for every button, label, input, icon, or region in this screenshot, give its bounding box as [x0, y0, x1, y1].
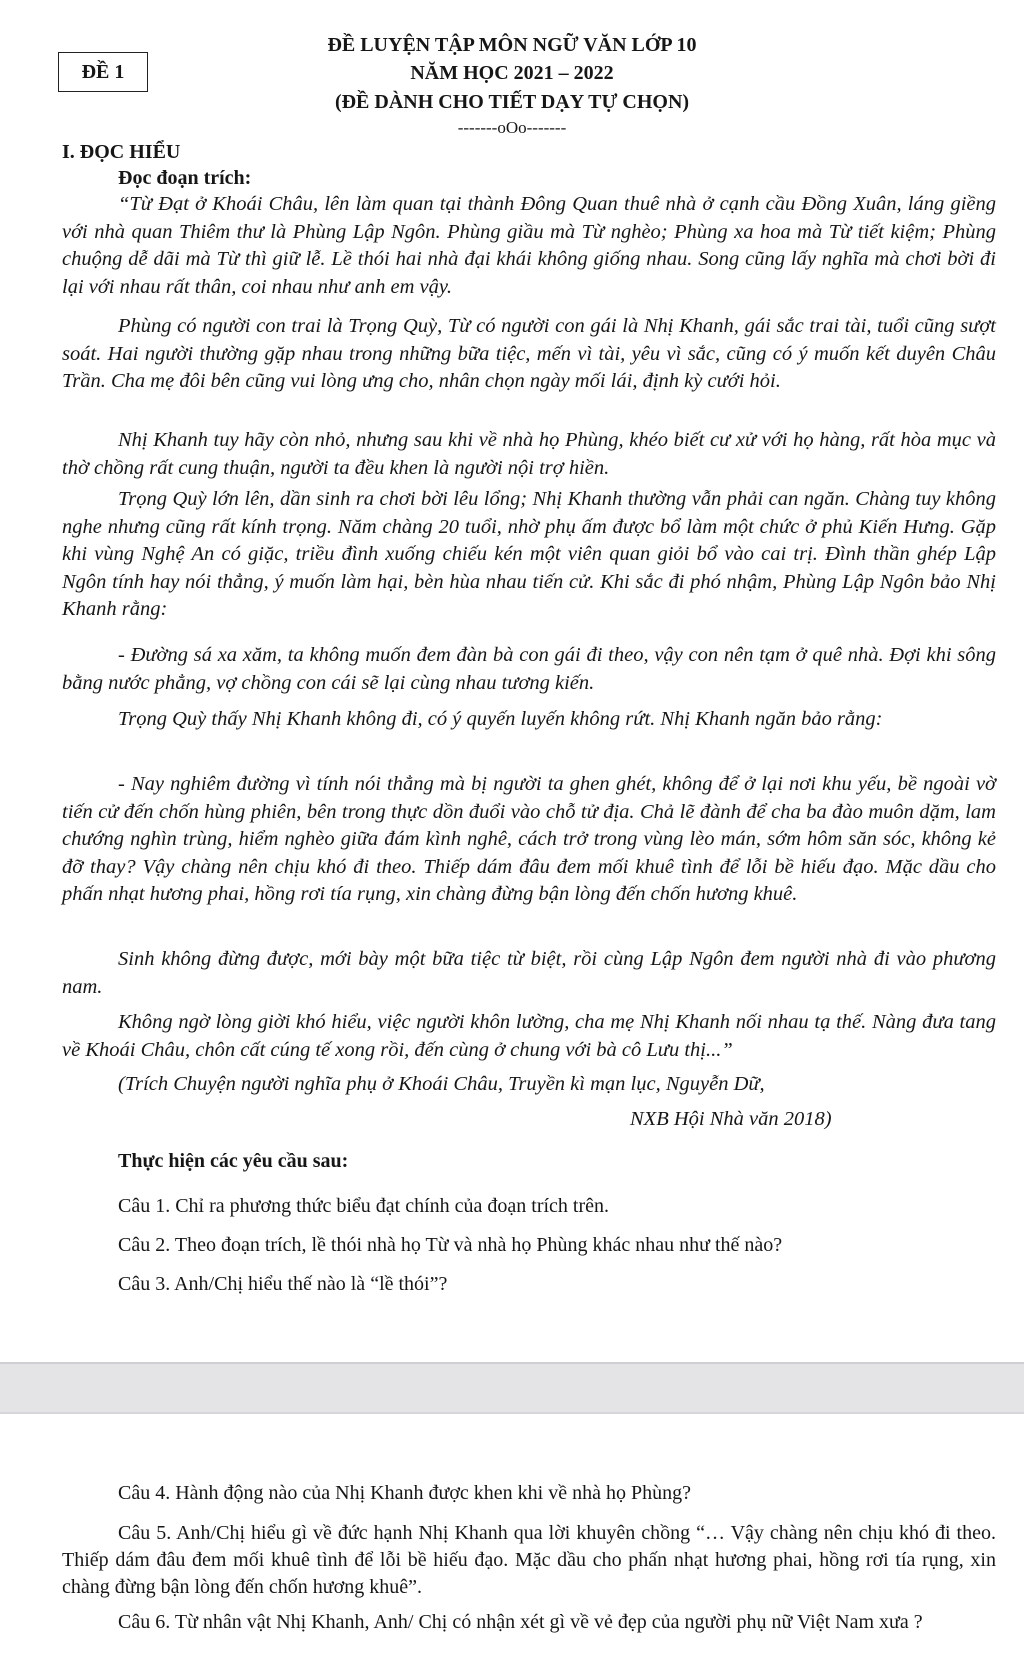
divider: -------oOo-------: [457, 118, 567, 137]
passage-paragraph-4: Trọng Quỳ lớn lên, dần sinh ra chơi bời lêu lổng; Nhị Khanh thường vẫn phải can ngăn. Chàng tuy không nghe nhưng cũng rất kính trọng. Năm chàng 20 tuổi, nhờ phụ ấm được bổ làm một chức ở phủ Kiến Hưng. Gặp khi vùng Nghệ An có giặc, triều đình xuống chiếu kén một viên quan giỏi bổ vào cai trị. Đình thần ghép Lập Ngôn tính hay nói thẳng, ý muốn làm hại, bèn hùa nhau tiến cử. Khi sắc đi phó nhậm, Phùng Lập Ngôn bảo Nhị Khanh rằng:: [62, 488, 996, 620]
page-separator: [0, 1362, 1024, 1414]
question-5: Câu 5. Anh/Chị hiểu gì về đức hạnh Nhị Khanh qua lời khuyên chồng “… Vậy chàng nên chịu khó đi theo. Thiếp dám đâu đem mối khuê tình để lỗi bề hiếu đạo. Mặc dầu cho phấn nhạt hương phai, hồng rơi tía rụng, xin chàng đừng bận lòng đến chốn hương khuê”.: [62, 1522, 996, 1598]
passage-paragraph-8: Sinh không đừng được, mới bày một bữa tiệc từ biệt, rồi cùng Lập Ngôn đem người nhà đi vào phương nam.: [62, 948, 996, 998]
source-line-1: (Trích Chuyện người nghĩa phụ ở Khoái Châu, Truyền kì mạn lục, Nguyễn Dữ,: [118, 1073, 765, 1095]
question-4: Câu 4. Hành động nào của Nhị Khanh được khen khi về nhà họ Phùng?: [118, 1482, 691, 1504]
subtitle: (ĐỀ DÀNH CHO TIẾT DẠY TỰ CHỌN): [334, 91, 690, 113]
passage-paragraph-7: - Nay nghiêm đường vì tính nói thẳng mà bị người ta ghen ghét, không để ở lại nơi khu yếu, bề ngoài vờ tiến cử đến chốn hùng phiên, bên trong thực dồn đuổi vào chỗ tử địa. Chả lẽ đành để cha ba đào muôn dặm, lam chướng nghìn trùng, hiểm nghèo giữa đám kình nghê, cách trở trong vùng lèo mán, sớm hôm săn sóc, không kẻ đỡ thay? Vậy chàng nên chịu khó đi theo. Thiếp dám đâu đem mối khuê tình để lỗi bề hiếu đạo. Mặc dầu cho phấn nhạt hương phai, hồng rơi tía rụng, xin chàng đừng bận lòng đến chốn hương khuê.: [62, 773, 996, 905]
question-2: Câu 2. Theo đoạn trích, lề thói nhà họ Từ và nhà họ Phùng khác nhau như thế nào?: [118, 1234, 783, 1256]
school-year: NĂM HỌC 2021 – 2022: [410, 62, 614, 84]
source-line-2: NXB Hội Nhà văn 2018): [630, 1108, 832, 1130]
section-heading: I. ĐỌC HIỂU: [62, 141, 181, 163]
question-3: Câu 3. Anh/Chị hiểu thế nào là “lề thói”?: [118, 1273, 448, 1295]
passage-paragraph-2: Phùng có người con trai là Trọng Quỳ, Từ có người con gái là Nhị Khanh, gái sắc trai tài, tuổi cũng sượt soát. Hai người thường gặp nhau trong những bữa tiệc, mến vì tài, yêu vì sắc, cũng có ý muốn kết duyên Châu Trần. Cha mẹ đôi bên cũng vui lòng ưng cho, nhân chọn ngày mối lái, định kỳ cưới hỏi.: [62, 315, 996, 392]
question-1: Câu 1. Chỉ ra phương thức biểu đạt chính của đoạn trích trên.: [118, 1195, 610, 1217]
passage-paragraph-3: Nhị Khanh tuy hãy còn nhỏ, nhưng sau khi về nhà họ Phùng, khéo biết cư xử với họ hàng, rất hòa mục và thờ chồng rất cung thuận, người ta đều khen là người nội trợ hiền.: [62, 429, 996, 479]
document-title: ĐỀ LUYỆN TẬP MÔN NGỮ VĂN LỚP 10: [327, 34, 697, 56]
question-6: Câu 6. Từ nhân vật Nhị Khanh, Anh/ Chị có nhận xét gì về vẻ đẹp của người phụ nữ Việt Nam xưa ?: [118, 1611, 923, 1633]
passage-paragraph-5: - Đường sá xa xăm, ta không muốn đem đàn bà con gái đi theo, vậy con nên tạm ở quê nhà. Đợi khi sông bằng nước phẳng, vợ chồng con cái sẽ lại cùng nhau tương kiến.: [62, 644, 996, 694]
passage-paragraph-9: Không ngờ lòng giời khó hiểu, việc người khôn lường, cha mẹ Nhị Khanh nối nhau tạ thế. Nàng đưa tang về Khoái Châu, chôn cất cúng tế xong rồi, đến cùng ở chung với bà cô Lưu thị...”: [62, 1011, 996, 1061]
passage-paragraph-6: Trọng Quỳ thấy Nhị Khanh không đi, có ý quyến luyến không rứt. Nhị Khanh ngăn bảo rằng:: [118, 708, 883, 730]
reading-instruction: Đọc đoạn trích:: [118, 167, 252, 189]
tasks-heading: Thực hiện các yêu cầu sau:: [118, 1150, 349, 1172]
exam-number-box: ĐỀ 1: [58, 52, 148, 92]
page-two: [0, 1414, 1024, 1674]
passage-paragraph-1: “Từ Đạt ở Khoái Châu, lên làm quan tại thành Đông Quan thuê nhà ở cạnh cầu Đồng Xuân, láng giềng với nhà quan Thiêm thư là Phùng Lập Ngôn. Phùng giầu mà Từ nghèo; Phùng xa hoa mà Từ tiết kiệm; Phùng chuộng dễ dãi mà Từ thì giữ lễ. Lề thói hai nhà đại khái không giống nhau. Song cũng lấy nghĩa mà chơi bời đi lại với nhau rất thân, coi nhau như anh em vậy.: [62, 193, 996, 298]
